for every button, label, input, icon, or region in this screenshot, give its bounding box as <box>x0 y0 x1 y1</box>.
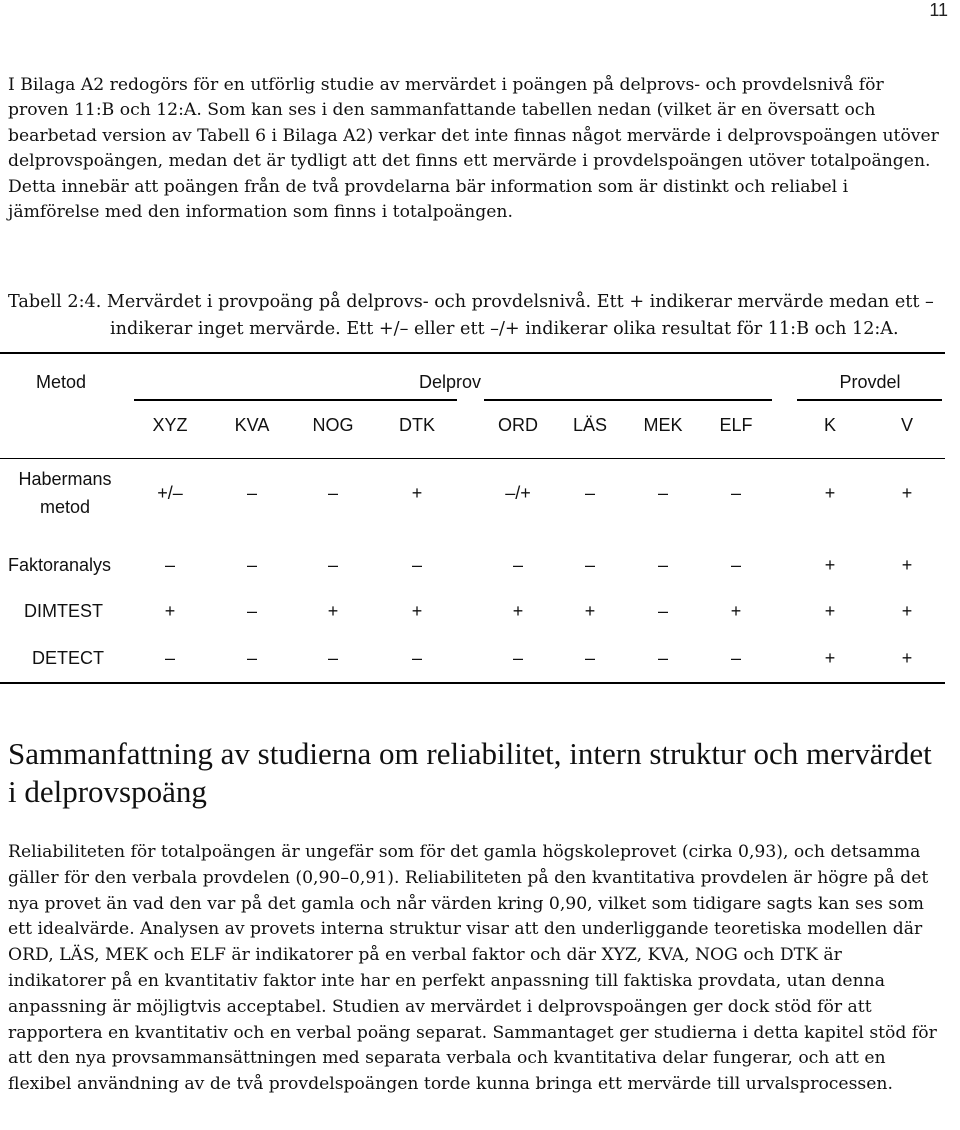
table-cell: – <box>246 648 257 668</box>
table-cell: + <box>411 601 423 621</box>
row-label: Habermans <box>18 469 112 489</box>
table-cell: + <box>164 601 176 621</box>
row-label: DIMTEST <box>24 601 103 621</box>
table-cell: + <box>512 601 524 621</box>
table-cell: + <box>824 601 836 621</box>
group-delprov: Delprov <box>418 372 482 392</box>
column-header: KVA <box>234 415 270 435</box>
table-cell: + <box>901 601 913 621</box>
group-provdel: Provdel <box>839 372 901 392</box>
table-cell: – <box>730 648 741 668</box>
table-cell: – <box>164 648 175 668</box>
row-label: Faktoranalys <box>8 555 112 575</box>
table-cell: – <box>657 648 668 668</box>
table-cell: – <box>164 555 175 575</box>
table-cell: – <box>584 555 595 575</box>
table-cell: –/+ <box>505 483 531 503</box>
table-cell: – <box>657 555 668 575</box>
table-cell: + <box>901 648 913 668</box>
page-number: 11 <box>929 0 948 20</box>
table-cell: + <box>901 483 913 503</box>
column-header: DTK <box>399 415 435 435</box>
table-cell: – <box>512 555 523 575</box>
table-cell: + <box>824 648 836 668</box>
table-cell: – <box>657 483 668 503</box>
delprov-underline <box>134 399 457 401</box>
table-cell: + <box>327 601 339 621</box>
table-cell: – <box>327 555 338 575</box>
summary-paragraph: Reliabiliteten för totalpoängen är ungefär som för det gamla högskoleprovet (cirka 0,93), och detsamma gäller för den verbala provdelen (0,90–0,91). Reliabiliteten på den kvantitativa provdelen är högre på det nya provet än vad den var på det gamla och når värden kring 0,90, vilket som tidigare sagts kan ses som ett idealvärde. Analysen av provets interna struktur visar att den underliggande teoretiska modellen där ORD, LÄS, MEK och ELF är indikatorer på en verbal faktor och där XYZ, KVA, NOG och DTK är indikatorer på en kvantitativ faktor inte har en perfekt anpassning till faktiska provdata, utan denna anpassning är möjligtvis acceptabel. Studien av mervärdet i delprovspoängen ger dock stöd för att rapportera en kvantitativ och en verbal poäng separat. Sammantaget ger studierna i detta kapitel stöd för att den nya provsammansättningen med separata verbala och kvantitativa delar fungerar, och att en flexibel användning av de två provdelspoängen torde kunna bringa ett mervärde till urvalsprocessen. <box>8 842 937 1095</box>
provdel-underline <box>797 399 942 401</box>
header-bottom-rule <box>0 458 945 459</box>
table-caption-line1: Tabell 2:4. Mervärdet i provpoäng på delprovs- och provdelsnivå. Ett + indikerar mervärde medan ett – <box>8 292 934 312</box>
table-cell: + <box>584 601 596 621</box>
row-label: DETECT <box>32 648 104 668</box>
table-cell: – <box>327 648 338 668</box>
table-cell: – <box>246 555 257 575</box>
table-cell: + <box>824 483 836 503</box>
table-cell: – <box>512 648 523 668</box>
intro-paragraph: I Bilaga A2 redogörs för en utförlig studie av mervärdet i poängen på delprovs- och provdelsnivå för proven 11:B och 12:A. Som kan ses i den sammanfattande tabellen nedan (vilket är en översatt och bearbetad version av Tabell 6 i Bilaga A2) verkar det inte finnas något mervärde i delprovspoängen utöver delprovspoängen, medan det är tydligt att det finns ett mervärde i provdelspoängen utöver totalpoängen. Detta innebär att poängen från de två provdelarna bär information som är distinkt och reliabel i jämförelse med den information som finns i totalpoängen. <box>8 75 939 223</box>
table-cell: + <box>411 483 423 503</box>
delprov-underline-right <box>484 399 772 401</box>
table-cell: – <box>327 483 338 503</box>
table-cell: – <box>657 601 668 621</box>
table-caption <box>8 289 943 343</box>
column-header: ELF <box>719 415 753 435</box>
column-header: LÄS <box>572 415 608 435</box>
table-cell: – <box>411 555 422 575</box>
header-method: Metod <box>36 372 87 392</box>
column-header: NOG <box>312 415 354 435</box>
table-cell: – <box>584 648 595 668</box>
table-cell: – <box>246 601 257 621</box>
column-header: MEK <box>643 415 683 435</box>
table-cell: – <box>584 483 595 503</box>
table-caption-line2: indikerar inget mervärde. Ett +/– eller ett –/+ indikerar olika resultat för 11:B och 12:A. <box>110 319 899 339</box>
table-cell: – <box>730 483 741 503</box>
table-cell: + <box>824 555 836 575</box>
table-bottom-rule <box>0 682 945 684</box>
table-cell: – <box>730 555 741 575</box>
table-cell: – <box>411 648 422 668</box>
table-cell: +/– <box>157 483 183 503</box>
row-label: metod <box>39 497 91 517</box>
table-cell: – <box>246 483 257 503</box>
table-cell: + <box>730 601 742 621</box>
table-cell: + <box>901 555 913 575</box>
column-header: K <box>823 415 836 435</box>
column-header: ORD <box>498 415 538 435</box>
table-top-rule <box>0 352 945 354</box>
column-header: XYZ <box>152 415 188 435</box>
section-heading: Sammanfattning av studierna om reliabilitet, intern struktur och mervärdet i delprovspoäng <box>8 736 932 809</box>
column-header: V <box>900 415 913 435</box>
